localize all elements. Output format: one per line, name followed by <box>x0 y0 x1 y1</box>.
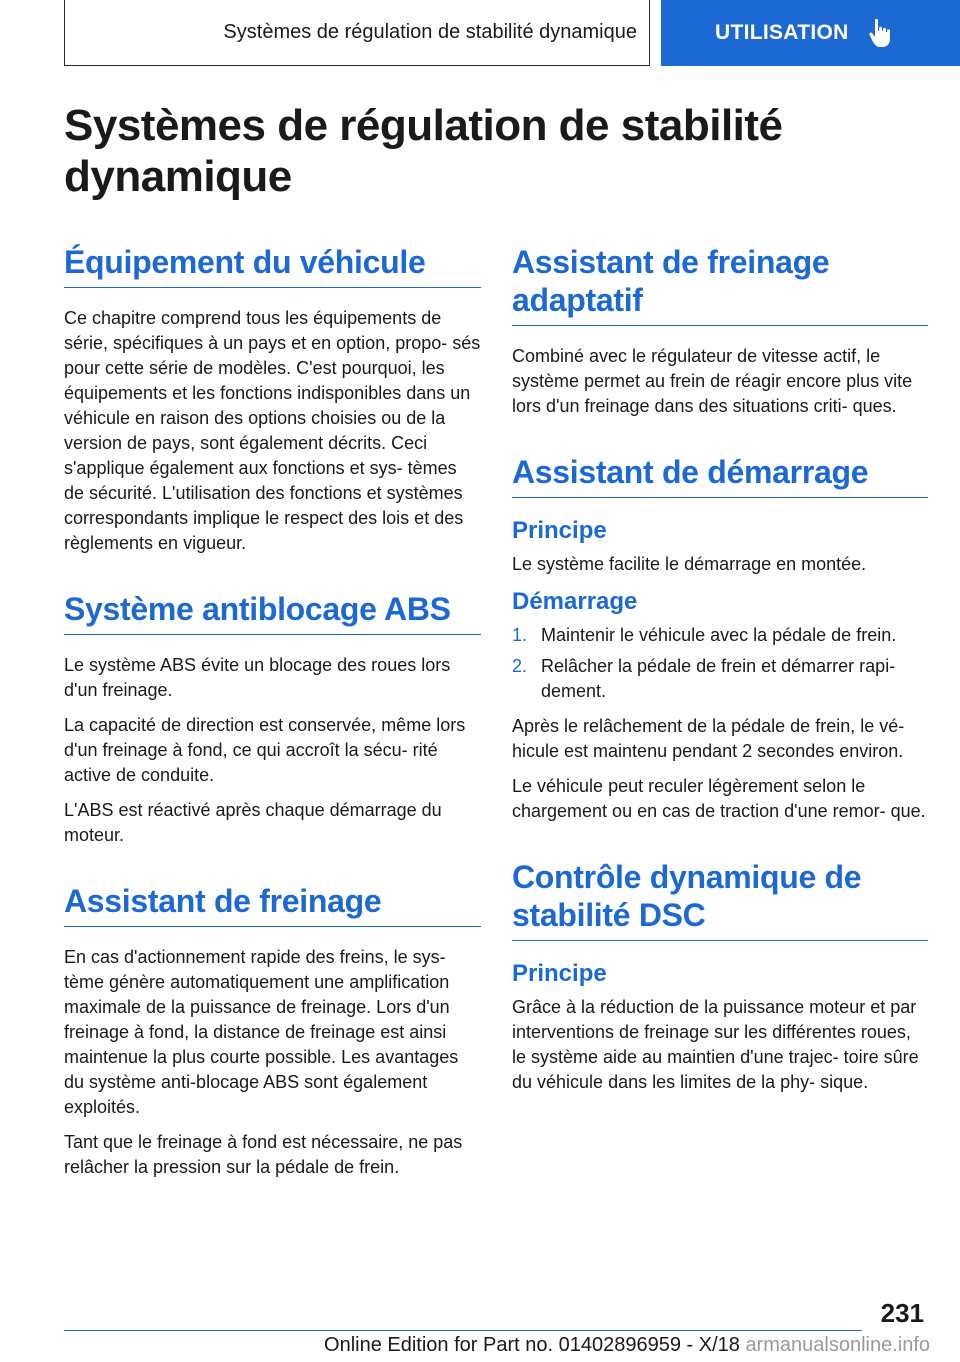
step-number: 2. <box>512 656 528 676</box>
section-equipement <box>64 243 481 556</box>
pointing-hand-icon <box>869 18 895 48</box>
equipement-paragraph: Ce chapitre comprend tous les équipements de série, spécifiques à un pays et en option, propo‐ sés pour cette série de modèles. C'est pourquoi, les équipements et les fonctions indisponibles dans un véhicule en raison des options choisies ou de la version de pays, sont également décrits. Ceci s'applique également aux fonctions et sys‐ tèmes de sécurité. L'utilisation des fonctions et systèmes correspondants implique le respect des lois et des règlements en vigueur. <box>64 308 481 553</box>
section-title-freinage-adaptatif: Assistant de freinage adaptatif <box>512 243 928 326</box>
list-item <box>512 654 928 704</box>
assistant-freinage-paragraph-2: Tant que le freinage à fond est nécessaire, ne pas relâcher la pression sur la pédale de frein. <box>64 1132 463 1177</box>
abs-paragraph-1: Le système ABS évite un blocage des roues lors d'un freinage. <box>64 655 451 700</box>
abs-paragraph-2: La capacité de direction est conservée, même lors d'un freinage à fond, ce qui accroît la sécu‐ rité active de conduite. <box>64 715 466 785</box>
section-abs <box>64 590 481 848</box>
edition-text: Online Edition for Part no. 01402896959 - X/18 <box>324 1334 740 1356</box>
dsc-paragraph: Grâce à la réduction de la puissance moteur et par interventions de freinage sur les différentes roues, le système aide au maintien d'une trajec‐ toire sûre du véhicule dans les limites de la phy‐ sique. <box>512 997 919 1092</box>
demarrage-steps <box>512 623 928 704</box>
assistant-freinage-paragraph-1: En cas d'actionnement rapide des freins, le sys‐ tème génère automatiquement une amplification maximale de la puissance de freinage. Lors d'un freinage à fond, la distance de freinage est ainsi maintenue la plus courte possible. Les avantages du système anti-blocage ABS sont également exploités. <box>64 947 459 1117</box>
brand-watermark: armanualsonline.info <box>745 1334 930 1356</box>
step-text: Relâcher la pédale de frein et démarrer rapi‐ dement. <box>541 656 896 701</box>
demarrage-paragraph-1: Après le relâchement de la pédale de frein, le vé‐ hicule est maintenu pendant 2 secondes environ. <box>512 716 905 761</box>
list-item <box>512 623 928 648</box>
section-assistant-freinage <box>64 882 481 1180</box>
page-number: 231 <box>880 1298 924 1328</box>
principe-paragraph: Le système facilite le démarrage en montée. <box>512 554 867 574</box>
freinage-adaptatif-paragraph: Combiné avec le régulateur de vitesse actif, le système permet au frein de réagir encore plus vite lors d'un freinage dans des situations criti‐ ques. <box>512 346 913 416</box>
step-text: Maintenir le véhicule avec la pédale de frein. <box>541 625 897 645</box>
subheading-principe: Principe <box>512 517 607 544</box>
page-title: Systèmes de régulation de stabilité dynamique <box>64 101 783 201</box>
subheading-demarrage: Démarrage <box>512 588 638 615</box>
running-header <box>64 0 650 66</box>
section-title-dsc: Contrôle dynamique de stabilité DSC <box>512 858 928 941</box>
section-title-abs: Système antiblocage ABS <box>64 590 481 635</box>
section-title-assistant-freinage: Assistant de freinage <box>64 882 481 927</box>
section-freinage-adaptatif <box>512 243 928 419</box>
chapter-label: UTILISATION <box>715 21 849 44</box>
subheading-principe-dsc: Principe <box>512 960 607 987</box>
section-dsc <box>512 858 928 1095</box>
footer <box>62 1334 930 1357</box>
chapter-tab <box>661 0 960 66</box>
left-column <box>64 243 481 1214</box>
abs-paragraph-3: L'ABS est réactivé après chaque démarrage du moteur. <box>64 800 442 845</box>
section-title-equipement: Équipement du véhicule <box>64 243 481 288</box>
section-assistant-demarrage <box>512 453 928 824</box>
step-number: 1. <box>512 625 528 645</box>
demarrage-paragraph-2: Le véhicule peut reculer légèrement selon le chargement ou en cas de traction d'une remor‐ que. <box>512 776 926 821</box>
running-header-title: Systèmes de régulation de stabilité dynamique <box>223 21 637 43</box>
section-title-assistant-demarrage: Assistant de démarrage <box>512 453 928 498</box>
footer-divider <box>64 1330 862 1331</box>
right-column <box>512 243 928 1129</box>
